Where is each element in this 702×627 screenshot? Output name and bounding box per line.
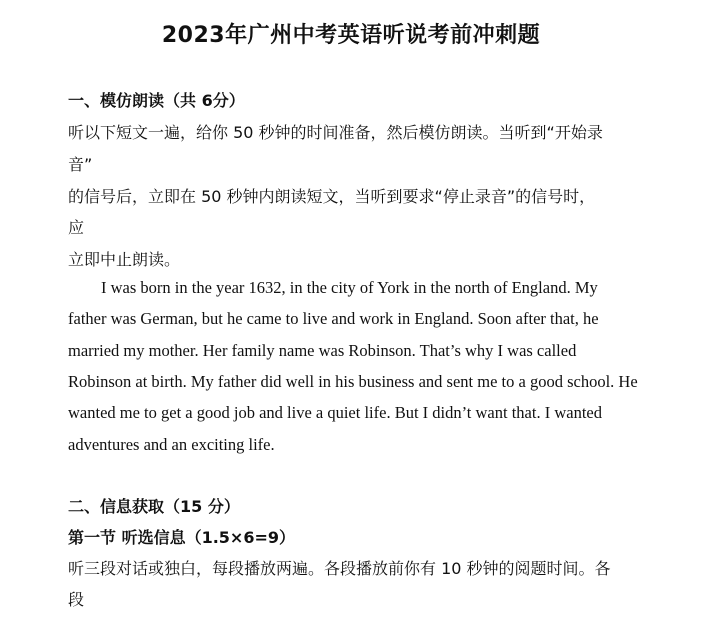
section1-instruction-line: 立即中止朗读。: [68, 250, 181, 269]
section2-instruction-line: 听三段对话或独白，每段播放两遍。各段播放前你有 10 秒钟的阅题时间。各: [68, 559, 611, 578]
passage-line: father was German, but he came to live and work in England. Soon after that, he: [68, 309, 599, 328]
document-title: 2023年广州中考英语听说考前冲刺题: [161, 23, 541, 48]
passage-line: wanted me to get a good job and live a quiet life. But I didn’t want that. I wanted: [68, 403, 602, 422]
passage-line: adventures and an exciting life.: [68, 435, 275, 454]
section1-instruction-line: 音”: [68, 155, 93, 174]
section1-heading: 一、模仿朗读（共 6分）: [68, 91, 245, 110]
section2-instruction-line: 段: [68, 590, 85, 609]
section1-instruction-line: 听以下短文一遍，给你 50 秒钟的时间准备，然后模仿朗读。当听到“开始录: [68, 123, 603, 142]
passage-line: married my mother. Her family name was Robinson. That’s why I was called: [68, 341, 577, 360]
passage-line: I was born in the year 1632, in the city of York in the north of England. My: [101, 278, 598, 297]
section2-subheading: 第一节 听选信息（1.5×6=9）: [68, 528, 295, 547]
section2-heading: 二、信息获取（15 分）: [68, 497, 240, 516]
section1-instruction-line: 的信号后，立即在 50 秒钟内朗读短文，当听到要求“停止录音”的信号时，: [68, 187, 596, 206]
passage-line: Robinson at birth. My father did well in his business and sent me to a good school. He: [68, 372, 638, 391]
section1-instruction-line: 应: [68, 218, 85, 237]
